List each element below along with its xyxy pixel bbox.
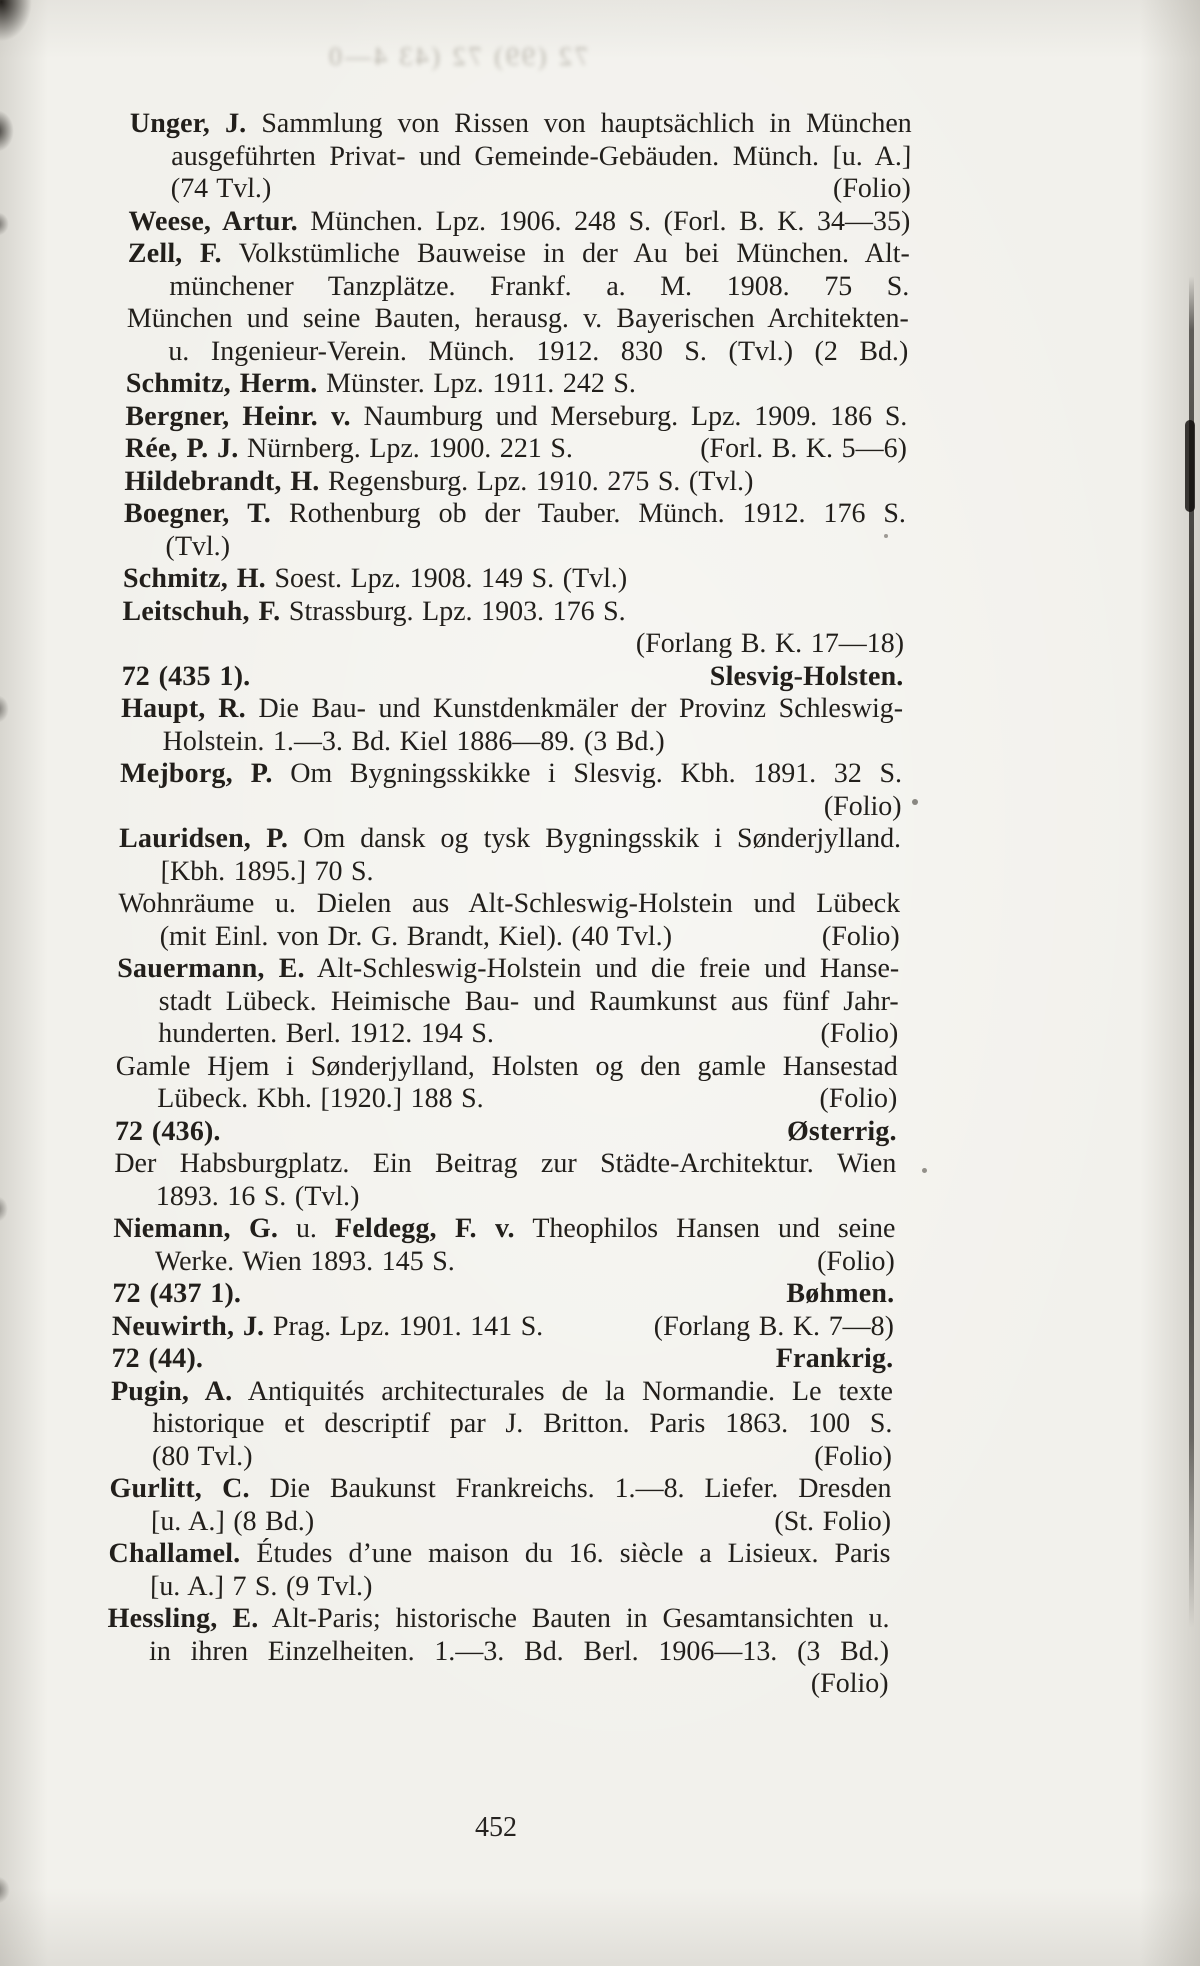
line-right: (Forlang B. K. 7—8) [653, 1310, 895, 1342]
text-block [106, 108, 912, 1701]
catalog-line: Schmitz, Herm. Münster. Lpz. 1911. 242 S. [125, 368, 637, 399]
catalog-line: 1893. 16 S. (Tvl.) [155, 1180, 360, 1212]
catalog-line: (Folio) [810, 1668, 889, 1699]
catalog-line [115, 1116, 897, 1149]
catalog-line: stadt Lübeck. Heimische Bau- und Raumkunst aus fünf Jahr- [158, 985, 899, 1017]
catalog-line: Pugin, A. Antiquités architecturales de la Normandie. Le texte [110, 1375, 894, 1407]
line-right: (St. Folio) [774, 1505, 892, 1537]
catalog-line [112, 1311, 894, 1344]
line-right: Slesvig-Holsten. [709, 660, 904, 692]
page-number: 452 [475, 1812, 517, 1843]
catalog-line: u. Ingenieur-Verein. Münch. 1912. 830 S. (Tvl.) (2 Bd.) [168, 335, 909, 367]
ink-speck [912, 799, 918, 805]
catalog-line: Unger, J. Sammlung von Rissen von hauptsächlich in München [129, 108, 912, 139]
catalog-line: Holstein. 1.—3. Bd. Kiel 1886—89. (3 Bd.) [162, 725, 665, 757]
catalog-line: Challamel. Études d’une maison du 16. siècle a Lisieux. Paris [108, 1538, 891, 1569]
catalog-line [121, 661, 903, 694]
catalog-line: [u. A.] 7 S. (9 Tvl.) [149, 1570, 373, 1602]
line-right: (Forl. B. K. 5—6) [699, 433, 908, 464]
catalog-line: ausgeführten Privat- und Gemeinde-Gebäuden. Münch. [u. A.] [171, 140, 912, 172]
catalog-line: (Tvl.) [165, 530, 231, 562]
catalog-line: münchener Tanzplätze. Frankf. a. M. 1908. 75 S. [169, 270, 910, 302]
catalog-line: in ihren Einzelheiten. 1.—3. Bd. Berl. 1906—13. (3 Bd.) [148, 1635, 890, 1667]
catalog-line: Weese, Artur. München. Lpz. 1906. 248 S. (Forl. B. K. 34—35) [128, 205, 911, 237]
scan-smudge [0, 1876, 10, 1904]
scan-smudge [0, 212, 9, 236]
catalog-line [110, 1441, 892, 1474]
line-right: (Folio) [813, 1440, 893, 1472]
catalog-line: Boegner, T. Rothenburg ob der Tauber. Münch. 1912. 176 S. [123, 498, 907, 529]
line-right: (Folio) [821, 920, 900, 952]
catalog-line [112, 1278, 894, 1311]
line-left: (mit Einl. von Dr. G. Brandt, Kiel). (40 Tvl.) [159, 920, 673, 952]
catalog-line: Haupt, R. Die Bau- und Kunstdenkmäler der Provinz Schleswig- [120, 693, 904, 724]
line-right: (Folio) [832, 173, 912, 204]
scan-edge-line [1189, 276, 1194, 1628]
scan-edge-blob [1185, 420, 1195, 512]
catalog-line [125, 433, 907, 466]
line-right: (Folio) [819, 1083, 898, 1114]
line-left: 72 (437 1). [112, 1278, 242, 1309]
catalog-line: Lauridsen, P. Om dansk og tysk Bygningsskik i Sønderjylland. [118, 823, 902, 854]
catalog-line: Schmitz, H. Soest. Lpz. 1908. 149 S. (Tvl.) [122, 563, 628, 594]
scan-smudge [0, 695, 9, 723]
catalog-line [115, 1083, 897, 1116]
catalog-line: Hessling, E. Alt-Paris; historische Bauten in Gesamtansichten u. [107, 1603, 890, 1634]
catalog-line: Zell, F. Volkstümliche Bauweise in der Au bei München. Alt- [127, 238, 911, 269]
catalog-line: (Folio) [823, 790, 902, 822]
catalog-line: Leitschuh, F. Strassburg. Lpz. 1903. 176 S. [122, 595, 626, 627]
line-left: 72 (436). [114, 1115, 222, 1147]
line-left: (74 Tvl.) [170, 173, 272, 204]
catalog-line: Sauermann, E. Alt-Schleswig-Holstein und die freie und Hanse- [117, 953, 900, 984]
line-left: 72 (435 1). [121, 660, 251, 692]
line-left: Lübeck. Kbh. [1920.] 188 S. [157, 1083, 484, 1114]
catalog-line: Gurlitt, C. Die Baukunst Frankreichs. 1.—8. Liefer. Dresden [109, 1473, 892, 1504]
catalog-line: historique et descriptif par J. Britton. Paris 1863. 100 S. [152, 1408, 893, 1439]
line-left: (80 Tvl.) [151, 1440, 253, 1472]
catalog-line [117, 921, 899, 954]
catalog-line [116, 1018, 898, 1051]
line-right: (Folio) [820, 1018, 899, 1049]
line-left: Neuwirth, J. Prag. Lpz. 1901. 141 S. [111, 1310, 544, 1342]
line-left: Rée, P. J. Nürnberg. Lpz. 1900. 221 S. [124, 433, 574, 464]
catalog-line: [Kbh. 1895.] 70 S. [160, 855, 374, 887]
catalog-line: München und seine Bauten, herausg. v. Bayerischen Architekten- [126, 303, 910, 334]
line-right: (Folio) [816, 1245, 896, 1277]
catalog-line [109, 1506, 891, 1539]
catalog-line: Wohnräume u. Dielen aus Alt-Schleswig-Holstein und Lübeck [117, 888, 901, 919]
line-right: Østerrig. [786, 1115, 898, 1147]
scan-smudge [0, 110, 14, 152]
catalog-line: Niemann, G. u. Feldegg, F. v. Theophilos Hansen und seine [113, 1213, 896, 1244]
line-left: hunderten. Berl. 1912. 194 S. [158, 1018, 495, 1049]
ink-speck [922, 1168, 927, 1173]
line-left: Werke. Wien 1893. 145 S. [154, 1245, 456, 1277]
catalog-line: Der Habsburgplatz. Ein Beitrag zur Städte-Architektur. Wien [114, 1148, 897, 1179]
catalog-line [111, 1343, 893, 1376]
line-right: Bøhmen. [786, 1278, 895, 1309]
scan-smudge [0, 1196, 8, 1222]
catalog-line [129, 173, 911, 206]
line-right: Frankrig. [775, 1343, 894, 1374]
scan-smudge-corner [0, 0, 34, 44]
catalog-line: Hildebrandt, H. Regensburg. Lpz. 1910. 275 S. (Tvl.) [124, 465, 754, 497]
catalog-line: Bergner, Heinr. v. Naumburg und Merseburg. Lpz. 1909. 186 S. [125, 400, 908, 432]
catalog-line: Gamle Hjem i Sønderjylland, Holsten og den gamle Hansestad [115, 1050, 899, 1082]
line-left: [u. A.] (8 Bd.) [150, 1505, 315, 1537]
bleed-through-text: 72 (99) 72 (43 4—0 [326, 42, 588, 71]
line-left: 72 (44). [111, 1343, 204, 1374]
catalog-line: (Forlang B. K. 17—18) [635, 628, 905, 659]
catalog-line: Mejborg, P. Om Bygningsskikke i Slesvig. Kbh. 1891. 32 S. [119, 758, 903, 789]
catalog-line [113, 1246, 895, 1279]
